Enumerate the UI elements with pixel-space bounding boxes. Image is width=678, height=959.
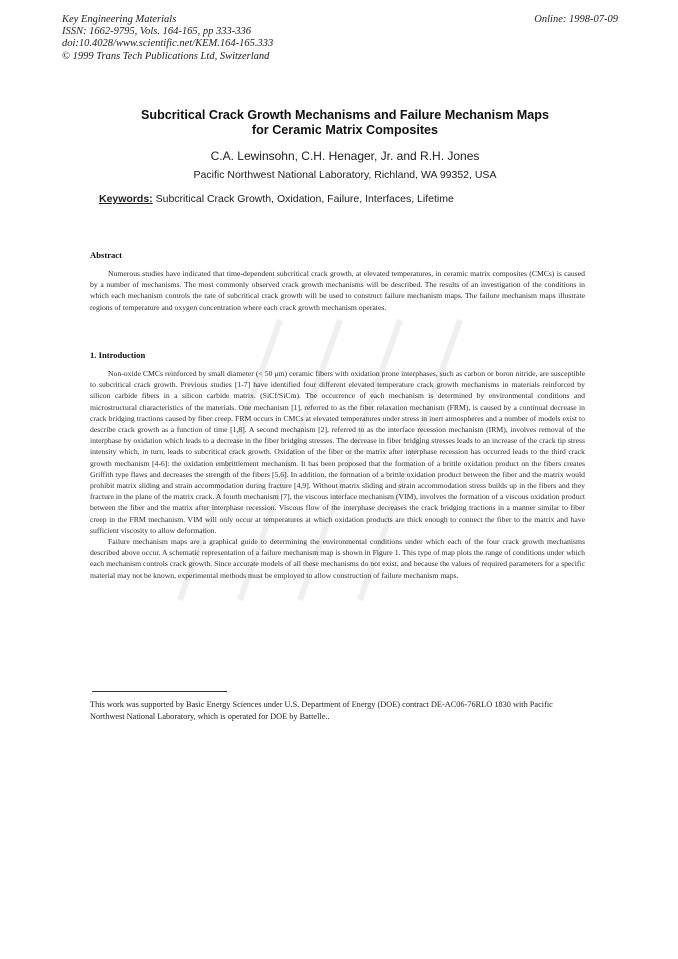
introduction-body xyxy=(90,368,585,581)
title-line-1: Subcritical Crack Growth Mechanisms and Failure Mechanism Maps xyxy=(140,108,550,122)
abstract-body xyxy=(90,268,585,313)
paper-title xyxy=(95,108,595,138)
issn-line: ISSN: 1662-9795, Vols. 164-165, pp 333-336 xyxy=(62,26,251,38)
doi-line: doi:10.4028/www.scientific.net/KEM.164-165.333 xyxy=(62,38,274,50)
funding-footnote: This work was supported by Basic Energy Sciences under U.S. Department of Energy (DOE) contract DE-AC06-76RLO 1830 with Pacific Northwest National Laboratory, which is operated for DOE by Battelle.. xyxy=(90,700,553,721)
introduction-heading: 1. Introduction xyxy=(90,350,146,360)
keywords-line xyxy=(99,193,454,205)
title-line-2: for Ceramic Matrix Composites xyxy=(251,123,439,137)
introduction-paragraph-2: Failure mechanism maps are a graphical guide to determining the environmental conditions under which each of the four crack growth mechanisms described above occur. A schematic representation of a failure mechanism map is shown in Figure 1. This type of map plots the range of conditions under which each mechanism controls crack growth. Since accurate models of all these mechanisms do not exist, and because the values of required parameters for a specific material may not be known, experimental methods must be employed to allow construction of failure mechanism maps. xyxy=(90,537,585,580)
authors: C.A. Lewinsohn, C.H. Henager, Jr. and R.H. Jones xyxy=(210,149,480,163)
introduction-paragraph-1: Non-oxide CMCs reinforced by small diameter (< 50 μm) ceramic fibers with oxidation prone interphases, such as carbon or boron nitride, are susceptible to subcritical crack growth. Previous studies [1-7] have identified four different elevated temperature crack growth mechanisms in materials reinforced by silicon carbide fibers in a silicon carbide matrix. (SiCf/SiCm). The occurrence of each mechanism is determined by environmental conditions and microstructural characteristics of the materials. One mechanism [1], referred to as the fiber relaxation mechanism (FRM), is caused by a continual decrease in crack bridging tractions caused by fiber creep. FRM occurs in CMCs at elevated temperatures under stress in inert atmospheres and a number of models exist to describe crack growth as a function of time [1,8]. A second mechanism [2], referred to as the interface recession mechanism (IRM), involves removal of the interphase by oxidation which leads to a decrease in the fiber bridging stresses. The decrease in fiber bridging stresses leads to an increase of the crack tip stress intensity which, in turn, leads to subcritical crack growth. Oxidation of the fiber or the matrix after interphase recession has occurred leads to the third crack growth mechanism [4-6]: the oxidation embrittlement mechanism. It has been proposed that the formation of a brittle oxidation product on the fibers creates Griffith type flaws and decreases the strength of the fibers [5,6]. In addition, the formation of a brittle oxidation product between the fiber and the matrix would prohibit matrix sliding and strain accommodation during fracture [4,9]. Without matrix sliding and strain accommodation stress builds up in the fibers and they fracture in the plane of the matrix crack. A fourth mechanism [7], the viscous interface mechanism (VIM), involves the formation of a viscous oxidation product between the fiber and the matrix after interphase recession. Viscous flow of the interphase decreases the crack bridging tractions in a manner similar to fiber creep in the FRM mechanism. VIM will only occur at temperatures at which oxidation products are thick enough to connect the fiber to the matrix and have sufficient viscosity to allow deformation. xyxy=(90,369,585,535)
affiliation: Pacific Northwest National Laboratory, Richland, WA 99352, USA xyxy=(193,169,497,181)
keywords-label: Keywords: xyxy=(99,193,153,205)
keywords-text: Subcritical Crack Growth, Oxidation, Failure, Interfaces, Lifetime xyxy=(155,193,454,205)
footnote-divider xyxy=(92,691,227,692)
online-date: Online: 1998-07-09 xyxy=(534,14,618,25)
journal-name: Key Engineering Materials xyxy=(62,14,177,25)
publication-header xyxy=(62,14,273,63)
copyright-line: © 1999 Trans Tech Publications Ltd, Switzerland xyxy=(62,50,270,62)
abstract-heading: Abstract xyxy=(90,250,122,260)
abstract-paragraph: Numerous studies have indicated that time-dependent subcritical crack growth, at elevated temperatures, in ceramic matrix composites (CMCs) is caused by a number of mechanisms. The most commonly observed crack growth mechanisms will be described. The results of an investigation of the conditions in which each mechanism controls the rate of subcritical crack growth will be used to construct failure mechanism maps. The failure mechanism maps illustrate regions of temperature and oxygen concentration where each crack growth mechanism operates. xyxy=(90,269,585,312)
